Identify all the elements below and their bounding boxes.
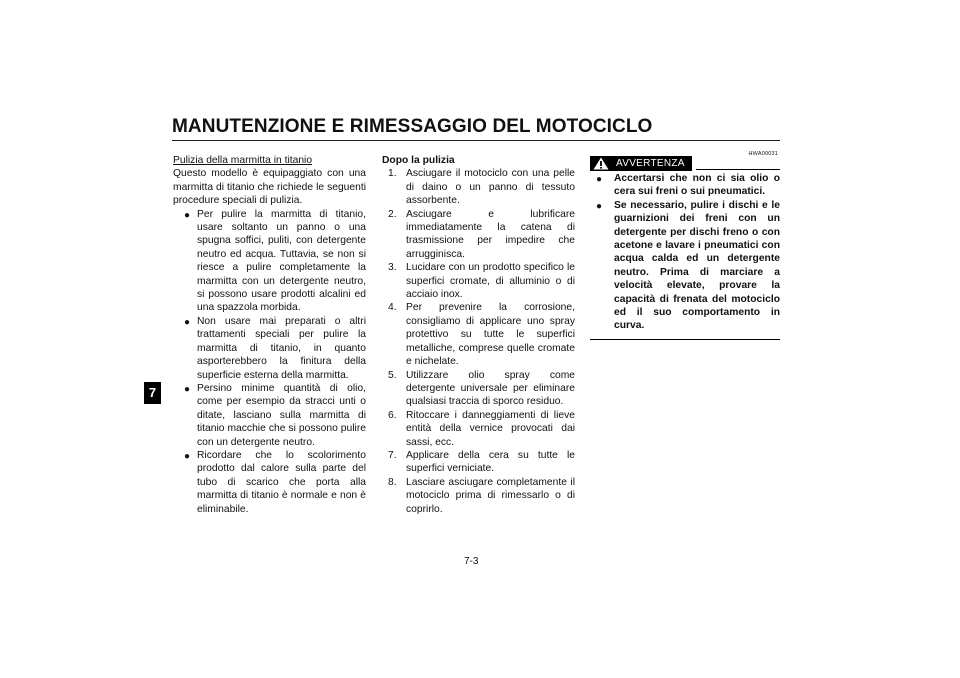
- warning-badge: [590, 156, 692, 171]
- warning-rule-top: [696, 169, 780, 170]
- list-item: ● Non usare mai preparati o altri trattamenti speciali per pulire la marmitta di titanio, in quanto asporterebbero la finitura della superficie esterna della marmitta.: [184, 315, 366, 381]
- warning-header: [590, 151, 780, 172]
- bullet-icon: ●: [184, 209, 191, 221]
- list-item: 4. Per prevenire la corrosione, consigliamo di applicare uno spray protettivo su tutte le superfici metalliche, comprese quelle cromate e nichelate.: [388, 302, 575, 368]
- cleaning-bullets: [173, 208, 366, 516]
- title-rule: [172, 140, 780, 141]
- right-column: [590, 151, 780, 340]
- list-item: 8. Lasciare asciugare completamente il motociclo prima di rimessarlo o di coprirlo.: [388, 476, 575, 515]
- bullet-icon: ●: [184, 316, 191, 328]
- middle-column: [382, 154, 575, 516]
- page-title: MANUTENZIONE E RIMESSAGGIO DEL MOTOCICLO: [172, 116, 653, 137]
- chapter-tab: 7: [144, 382, 161, 404]
- bullet-icon: ●: [596, 174, 603, 185]
- left-column: [173, 154, 366, 516]
- list-item: ● Persino minime quantità di olio, come per esempio da stracci unti o ditate, lasciano sulla marmitta di titanio macchie che si possono pulire con un detergente neutro.: [184, 382, 366, 448]
- list-item: ● Accertarsi che non ci sia olio o cera sui freni o sui pneumatici.: [596, 173, 780, 198]
- bullet-icon: ●: [184, 450, 191, 462]
- list-item: 1. Asciugare il motociclo con una pelle di daino o un panno di tessuto assorbente.: [388, 168, 575, 207]
- list-item: ● Per pulire la marmitta di titanio, usare soltanto un panno o una spugna soffici, puliti, con detergente neutro ed acqua. Tuttavia, se non si riesce a pulire completamente la marmitta con un detergente neutro, si possono usare prodotti alcalini ed una spazzola morbida.: [184, 208, 366, 314]
- intro-paragraph: Questo modello è equipaggiato con una marmitta di titanio che richiede le seguenti procedure speciali di pulizia.: [173, 168, 366, 207]
- list-item: 3. Lucidare con un prodotto specifico le superfici cromate, di alluminio o di acciaio inox.: [388, 262, 575, 301]
- list-item: 6. Ritoccare i danneggiamenti di lieve entità della vernice provocati dai sassi, ecc.: [388, 409, 575, 448]
- list-item: ● Se necessario, pulire i dischi e le guarnizioni dei freni con un detergente per dischi freno o con acetone e lavare i pneumatici con acqua calda ed un detergente neutro. Prima di marciare a velocità elevate, provare la capacità di frenata del motociclo ed il suo comportamento in curva.: [596, 199, 780, 332]
- bullet-icon: ●: [184, 383, 191, 395]
- list-item: 2. Asciugare e lubrificare immediatamente la catena di trasmissione per impedire che arrugginisca.: [388, 208, 575, 260]
- steps-list: [382, 167, 575, 516]
- list-item: 5. Utilizzare olio spray come detergente universale per eliminare qualsiasi traccia di sporco residuo.: [388, 369, 575, 408]
- warning-rule-bottom: [590, 339, 780, 340]
- warning-bullets: [590, 172, 780, 333]
- warning-code: HWA00031: [748, 151, 778, 157]
- list-item: 7. Applicare della cera su tutte le superfici verniciate.: [388, 449, 575, 475]
- section-title: Pulizia della marmitta in titanio: [173, 155, 313, 166]
- list-item: ● Ricordare che lo scolorimento prodotto dal calore sulla parte del tubo di scarico che porta alla marmitta di titanio è normale e non è eliminabile.: [184, 449, 366, 515]
- subsection-title: Dopo la pulizia: [382, 155, 455, 166]
- bullet-icon: ●: [596, 200, 603, 212]
- warning-label: AVVERTENZA: [616, 158, 685, 169]
- page-number: 7-3: [464, 556, 479, 567]
